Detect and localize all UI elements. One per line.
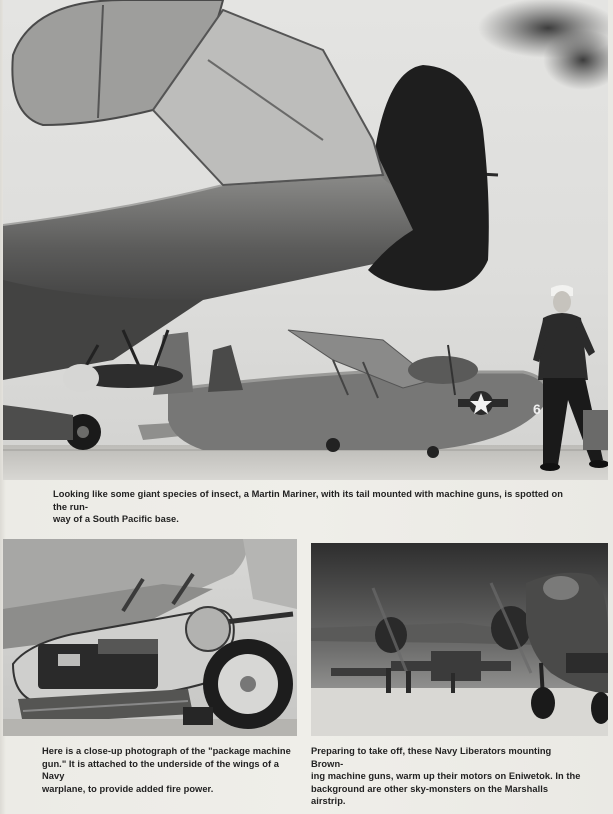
caption-line: way of a South Pacific base. <box>53 514 179 525</box>
caption-martin-mariner <box>53 488 573 526</box>
caption-line: Here is a close-up photograph of the "package machine <box>42 746 291 756</box>
caption-line: gun." It is attached to the underside of the wings of a Navy <box>42 758 280 782</box>
hull-number: 6 <box>533 401 541 417</box>
caption-package-machine-gun <box>42 745 292 795</box>
caption-line: ing machine guns, warm up their motors on Eniwetok. In the <box>311 771 581 782</box>
caption-navy-liberators <box>311 745 581 808</box>
caption-line: background are other sky-monsters on the Marshalls airstrip. <box>311 783 549 807</box>
photo-package-machine-gun <box>3 539 297 736</box>
caption-line: warplane, to provide added fire power. <box>42 783 214 794</box>
caption-line: Looking like some giant species of insect, a Martin Mariner, with its tail mounted with machine guns, is spotted on the run- <box>53 489 563 512</box>
photo-martin-mariner-tail <box>3 0 608 480</box>
caption-line: Preparing to take off, these Navy Liberators mounting Brown- <box>311 746 552 769</box>
photo-navy-liberators <box>311 543 608 736</box>
